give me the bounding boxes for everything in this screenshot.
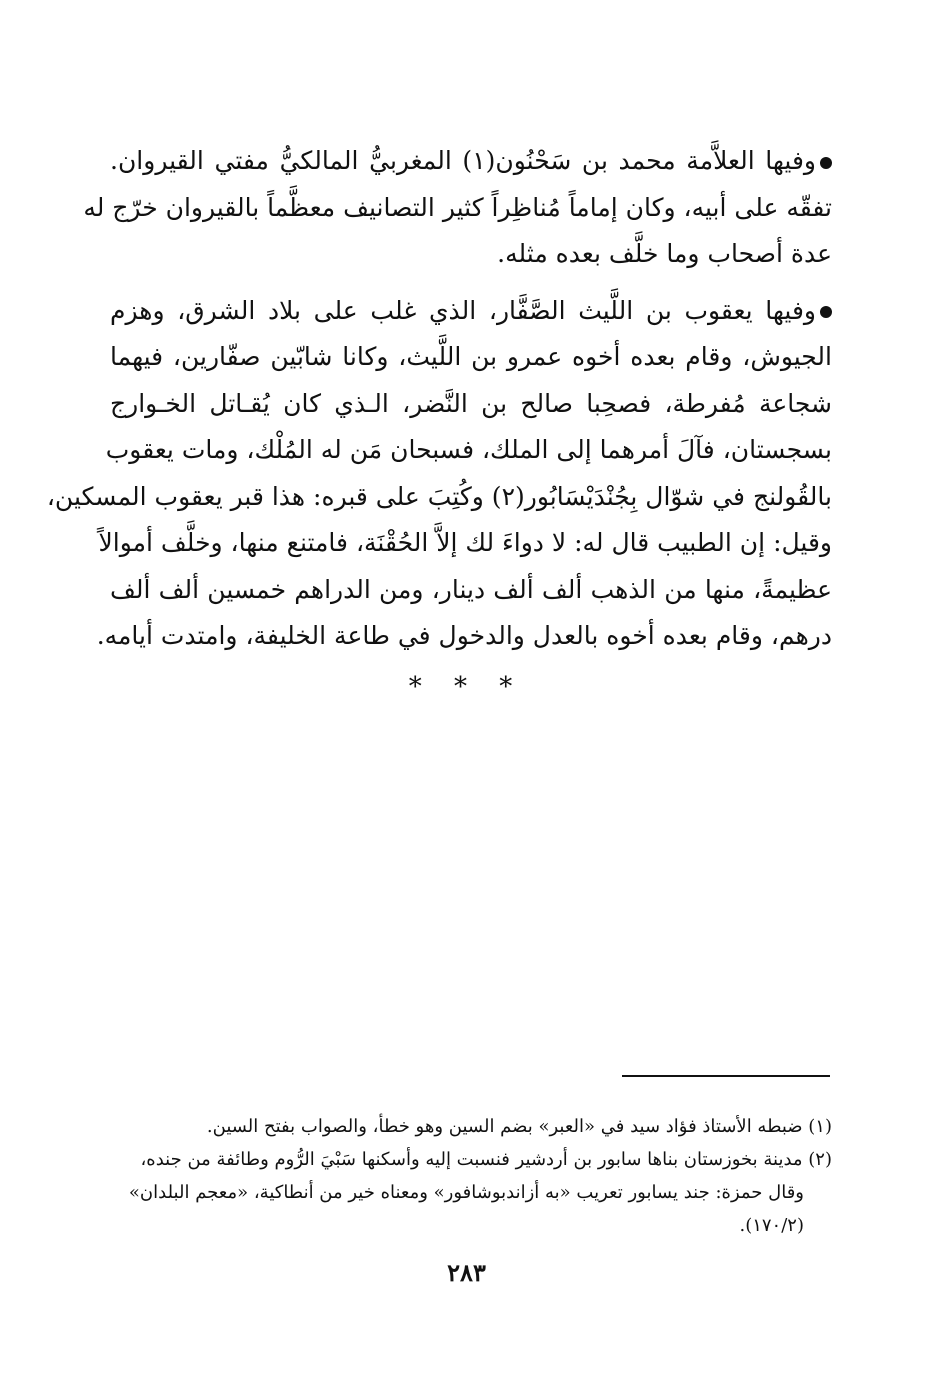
- bullet-icon: [820, 157, 832, 169]
- page-number: ٢٨٣: [447, 1258, 486, 1287]
- text-line: عدة أصحاب وما خلَّف بعده مثله.: [497, 239, 832, 268]
- section-separator: * * *: [408, 672, 525, 702]
- footnote-2-continuation: وقال حمزة: جند يسابور تعريب «به أزاندبوشافور» ومعناه خير من أنطاكية، «معجم البلدان»: [128, 1182, 804, 1203]
- text-line: شجاعة مُفرطة، فصحِبا صالح بن النَّضر، الـذي كان يُقـاتل الخـوارج: [110, 388, 832, 418]
- text-line: بالقُولنج في شوّال بِجُنْدَيْسَابُور(٢) وكُتِبَ على قبره: هذا قبر يعقوب المسكين،: [46, 481, 832, 511]
- text-line: بسجستان، فآلَ أمرهما إلى الملك، فسبحان مَن له المُلْك، ومات يعقوب: [105, 435, 832, 464]
- text-line: وفيها العلاَّمة محمد بن سَحْنُون(١) المغربيُّ المالكيُّ مفتي القيروان.: [110, 138, 832, 185]
- footnote-2-reference: (١٧٠/٢).: [739, 1215, 804, 1236]
- text-line: عظيمةً، منها من الذهب ألف ألف دينار، ومن الدراهم خمسين ألف ألف: [110, 574, 832, 604]
- bullet-icon: [820, 306, 832, 318]
- text-line: وفيها يعقوب بن اللَّيث الصَّفَّار، الذي غلب على بلاد الشرق، وهزم: [110, 288, 832, 335]
- footnote-1: (١) ضبطه الأستاذ فؤاد سيد في «العبر» بضم السين وهو خطأ، والصواب بفتح السين.: [206, 1116, 832, 1137]
- text-line: وقيل: إن الطبيب قال له: لا دواءَ لك إلاَّ الحُقْنَة، فامتنع منها، وخلَّف أموالاً: [98, 528, 832, 557]
- text-line: درهم، وقام بعده أخوه بالعدل والدخول في طاعة الخليفة، وامتدت أيامه.: [96, 621, 832, 650]
- main-text: [46, 138, 832, 660]
- text-line: الجيوش، وقام بعده أخوه عمرو بن اللَّيث، وكانا شابّين صفّارين، فيهما: [110, 342, 832, 371]
- text-line: تفقّه على أبيه، وكان إماماً مُناظِراً كثير التصانيف معظَّماً بالقيروان خرّج له: [83, 192, 832, 222]
- paragraph-ibn-sahnun: [83, 138, 832, 278]
- footnote-2: (٢) مدينة بخوزستان بناها سابور بن أردشير فنسبت إليه وأسكنها سَبْيَ الرُّوم وطائفة من جنده،: [140, 1149, 832, 1170]
- paragraph-yaqub-al-saffar: [46, 288, 832, 660]
- footnotes: [110, 1110, 832, 1242]
- footnote-divider: [622, 1075, 830, 1077]
